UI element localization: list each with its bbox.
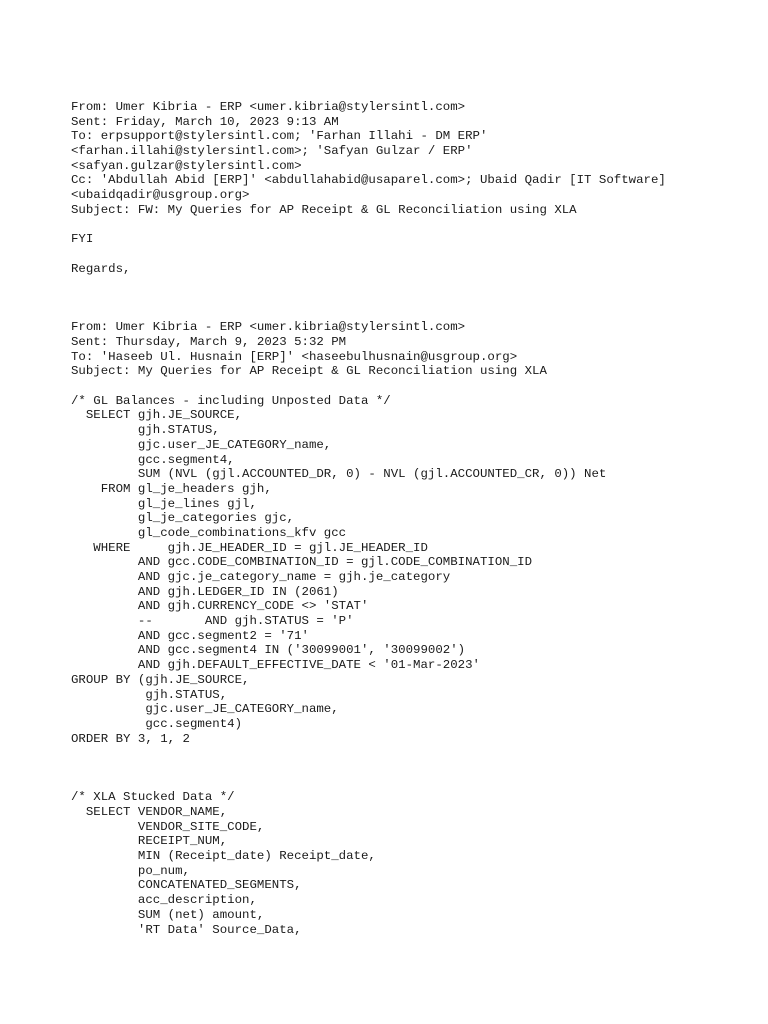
code-line: ORDER BY 3, 1, 2 bbox=[71, 731, 190, 746]
code-line: CONCATENATED_SEGMENTS, bbox=[71, 878, 302, 893]
code-line: gl_je_lines gjl, bbox=[71, 496, 257, 511]
code-line: MIN (Receipt_date) Receipt_date, bbox=[71, 849, 376, 864]
code-line: AND gjh.CURRENCY_CODE <> 'STAT' bbox=[71, 599, 369, 614]
email2-subject: Subject: My Queries for AP Receipt & GL Reconciliation using XLA bbox=[71, 364, 547, 379]
code-line: acc_description, bbox=[71, 893, 257, 908]
code-line: RECEIPT_NUM, bbox=[71, 834, 228, 849]
sql-query-gl-balances bbox=[71, 394, 751, 747]
code-line: AND gcc.segment4 IN ('30099001', '30099002') bbox=[71, 643, 466, 658]
code-line: gl_je_categories gjc, bbox=[71, 511, 295, 526]
blank-line bbox=[71, 306, 751, 321]
code-line: WHERE gjh.JE_HEADER_ID = gjl.JE_HEADER_ID bbox=[71, 540, 428, 555]
code-line: SUM (NVL (gjl.ACCOUNTED_DR, 0) - NVL (gjl.ACCOUNTED_CR, 0)) Net bbox=[71, 467, 607, 482]
email1-from: From: Umer Kibria - ERP <umer.kibria@stylersintl.com> bbox=[71, 100, 466, 114]
blank-line bbox=[71, 247, 751, 262]
email1-body-fyi: FYI bbox=[71, 232, 94, 247]
email1-cc-line-1: Cc: 'Abdullah Abid [ERP]' <abdullahabid@usaparel.com>; Ubaid Qadir [IT Software] bbox=[71, 173, 666, 188]
code-line: GROUP BY (gjh.JE_SOURCE, bbox=[71, 672, 250, 687]
code-line: gjc.user_JE_CATEGORY_name, bbox=[71, 702, 339, 717]
email1-cc-line-2: <ubaidqadir@usgroup.org> bbox=[71, 188, 250, 203]
code-line: VENDOR_SITE_CODE, bbox=[71, 819, 265, 834]
email2-sent: Sent: Thursday, March 9, 2023 5:32 PM bbox=[71, 335, 347, 349]
blank-line bbox=[71, 291, 751, 306]
code-line: SELECT VENDOR_NAME, bbox=[71, 805, 228, 819]
blank-line bbox=[71, 761, 751, 776]
code-line: gjh.STATUS, bbox=[71, 687, 228, 702]
code-line: AND gjh.LEDGER_ID IN (2061) bbox=[71, 584, 339, 599]
sql-query-xla-stucked-data bbox=[71, 790, 751, 937]
email1-sent: Sent: Friday, March 10, 2023 9:13 AM bbox=[71, 114, 339, 129]
email2-to: To: 'Haseeb Ul. Husnain [ERP]' <haseebulhusnain@usgroup.org> bbox=[71, 349, 518, 364]
document-page bbox=[71, 100, 751, 937]
code-line: gcc.segment4, bbox=[71, 452, 235, 467]
blank-line bbox=[71, 276, 751, 291]
blank-line bbox=[71, 746, 751, 761]
code-line: SELECT gjh.JE_SOURCE, bbox=[71, 408, 243, 423]
email1-subject: Subject: FW: My Queries for AP Receipt & GL Reconciliation using XLA bbox=[71, 202, 577, 217]
email2-from: From: Umer Kibria - ERP <umer.kibria@stylersintl.com> bbox=[71, 320, 466, 335]
code-line: AND gcc.CODE_COMBINATION_ID = gjl.CODE_COMBINATION_ID bbox=[71, 555, 533, 570]
code-line: po_num, bbox=[71, 863, 190, 878]
blank-line bbox=[71, 776, 751, 791]
email1-body-regards: Regards, bbox=[71, 261, 131, 276]
code-line: FROM gl_je_headers gjh, bbox=[71, 481, 272, 496]
code-line: gjc.user_JE_CATEGORY_name, bbox=[71, 437, 332, 452]
code-line: /* GL Balances - including Unposted Data */ bbox=[71, 393, 391, 408]
code-line: /* XLA Stucked Data */ bbox=[71, 790, 235, 805]
code-line: gjh.STATUS, bbox=[71, 423, 220, 438]
code-line: -- AND gjh.STATUS = 'P' bbox=[71, 614, 354, 629]
blank-line bbox=[71, 218, 751, 233]
code-line: AND gjc.je_category_name = gjh.je_category bbox=[71, 570, 451, 584]
code-line: gcc.segment4) bbox=[71, 716, 243, 731]
email2-header bbox=[71, 320, 751, 379]
code-line: AND gjh.DEFAULT_EFFECTIVE_DATE < '01-Mar-2023' bbox=[71, 658, 480, 673]
email1-to-line-3: <safyan.gulzar@stylersintl.com> bbox=[71, 158, 302, 173]
email1-to-line-2: <farhan.illahi@stylersintl.com>; 'Safyan Gulzar / ERP' bbox=[71, 144, 473, 159]
code-line: AND gcc.segment2 = '71' bbox=[71, 628, 309, 643]
code-line: SUM (net) amount, bbox=[71, 907, 265, 922]
email1-header bbox=[71, 100, 751, 218]
code-line: gl_code_combinations_kfv gcc bbox=[71, 525, 347, 540]
code-line: 'RT Data' Source_Data, bbox=[71, 922, 302, 937]
blank-line bbox=[71, 379, 751, 394]
email1-to-line-1: To: erpsupport@stylersintl.com; 'Farhan Illahi - DM ERP' bbox=[71, 129, 488, 144]
